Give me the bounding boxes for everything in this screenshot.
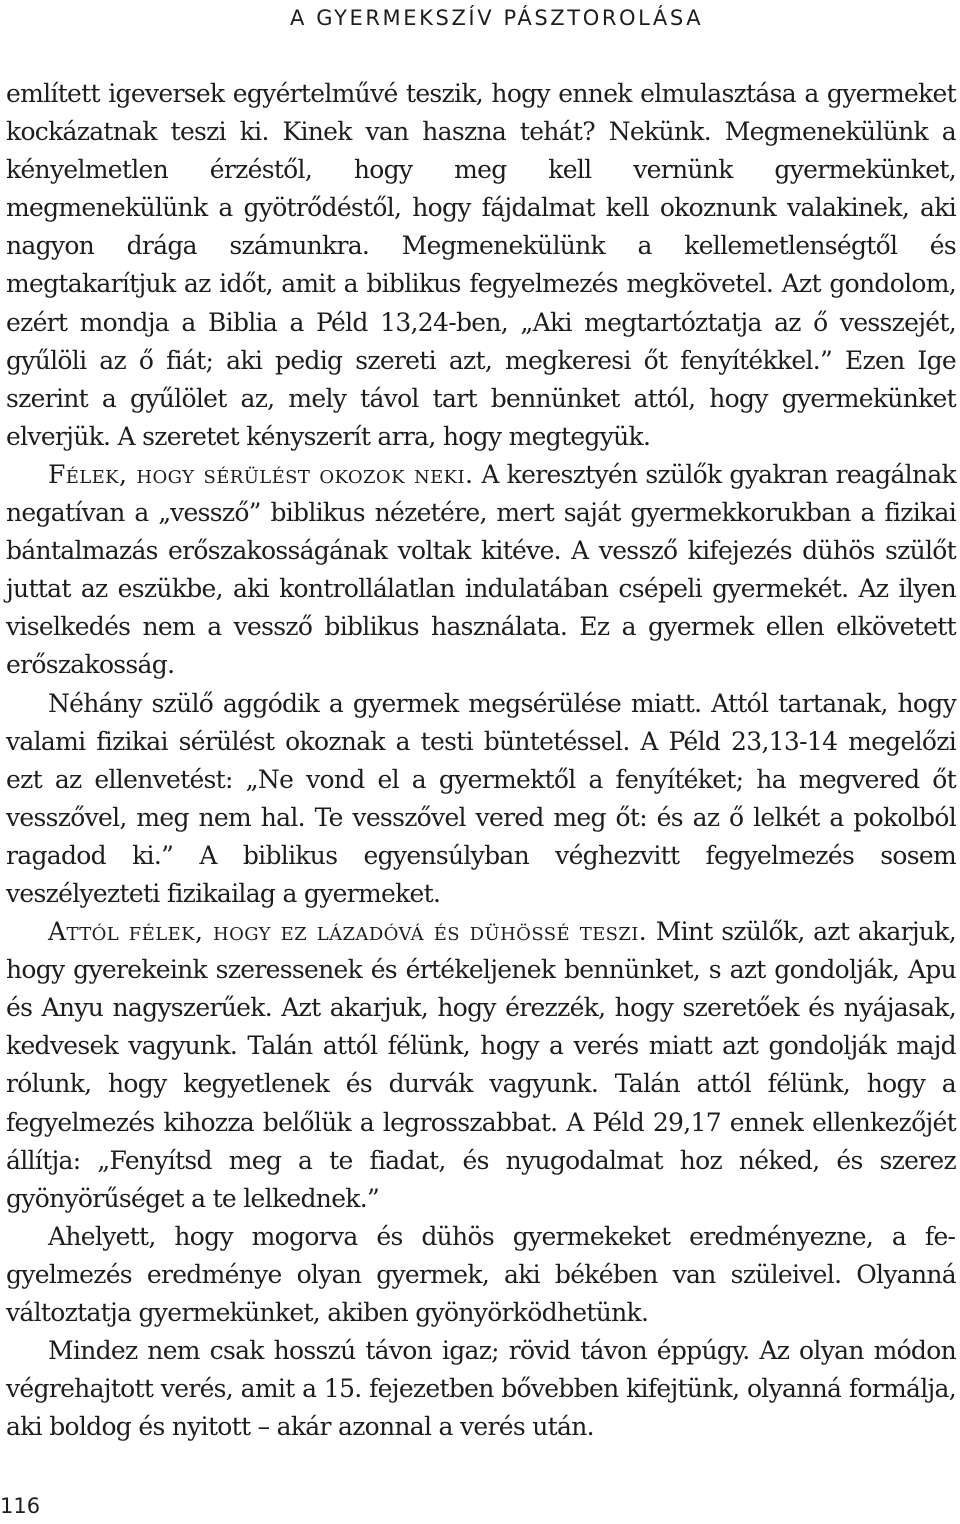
paragraph-2-text: A keresztyén szülők gyakran reagálnak negatívan a „vessző” biblikus nézetére, mert saját gyermekkorukban a fizikai bántalmazás erőszakosságának voltak kitéve. A vessző kifejezés dühös szülőt juttat az eszükbe, aki kontrollálatlan indulatában csépeli gyermekét. Az ilyen viselkedés nem a vessző biblikus használata. Ez a gyermek ellen elkövetett erőszakosság. (6, 459, 956, 680)
paragraph-6 (6, 1332, 956, 1446)
paragraph-3-text: Néhány szülő aggódik a gyermek megsérülése miatt. Attól tartanak, hogy valami fizikai sérülést okoznak a testi büntetéssel. A Péld 23,13-14 megelőzi ezt az ellenvetést: „Ne vond el a gyermektől a fenyítéket; ha megvered őt vesszővel, meg nem hal. Te vesszővel vered meg őt: és az ő lelkét a pokolból ragadod ki.” A biblikus egyensúlyban véghezvitt fegyelmezés sosem veszélyezteti fizikailag a gyermeket. (6, 688, 956, 908)
running-header: A GYERMEKSZÍV PÁSZTOROLÁSA (290, 6, 704, 30)
paragraph-5-text: Ahelyett, hogy mogorva és dühös gyermekeket eredményezne, a fegyelmezés eredménye olyan gyermek, aki békében van szüleivel. Olyanná változtatja gyermekünket, akiben gyönyörködhetünk. (6, 1221, 956, 1327)
paragraph-2-lead-in: Félek, hogy sérülést okozok neki. (48, 459, 474, 489)
paragraph-5 (6, 1218, 956, 1332)
paragraph-4-text: Mint szülők, azt akarjuk, hogy gyerekeink szeressenek és értékeljenek bennünket, s azt gondolják, Apu és Anyu nagyszerűek. Azt akarjuk, hogy érezzék, hogy szeretőek és nyájasak, kedvesek vagyunk. Talán attól félünk, hogy a verés miatt azt gondolják majd rólunk, hogy kegyetlenek és durvák vagyunk. Talán attól félünk, hogy a fegyelmezés kihozza belőlük a legrosszabbat. A Péld 29,17 ennek ellenkezőjét állítja: „Fenyítsd meg a te fiadat, és nyugodalmat hoz néked, és szerez gyönyörűséget a te lelkednek.” (6, 917, 956, 1213)
page-number: 116 (0, 1494, 41, 1518)
page-body (6, 75, 956, 1446)
paragraph-1-text: említett igeversek egyértelművé teszik, hogy ennek elmulasztása a gyermeket kockázatnak teszi ki. Kinek van haszna tehát? Nekünk. Megmenekülünk a kényelmetlen érzéstől, hogy meg kell vernünk gyermekünket, megmenekülünk a gyötrődéstől, hogy fájdalmat kell okoznunk valakinek, aki nagyon drága számunkra. Megmenekülünk a kellemetlenségtől és megtakarítjuk az időt, amit a biblikus fegyelmezés megkövetel. Azt gondolom, ezért mondja a Biblia a Péld 13,24-ben, „Aki megtartóztatja az ő vesszejét, gyűlöli az ő fiát; aki pedig szereti azt, megkeresi őt fenyítékkel.” Ezen Ige szerint a gyűlölet az, mely távol tart bennünket attól, hogy gyermekünket elverjük. A szeretet kényszerít arra, hogy megtegyük. (6, 79, 956, 451)
paragraph-3 (6, 685, 956, 914)
paragraph-6-text: Mindez nem csak hosszú távon igaz; rövid távon éppúgy. Az olyan módon végrehajtott verés, amit a 15. fejezetben bővebben kifejtünk, olyanná formálja, aki boldog és nyitott – akár azonnal a verés után. (6, 1336, 956, 1442)
paragraph-2 (6, 456, 956, 685)
paragraph-4-lead-in: Attól félek, hogy ez lázadóvá és dühössé teszi. (48, 917, 648, 947)
paragraph-4 (6, 913, 956, 1218)
paragraph-1 (6, 75, 956, 456)
